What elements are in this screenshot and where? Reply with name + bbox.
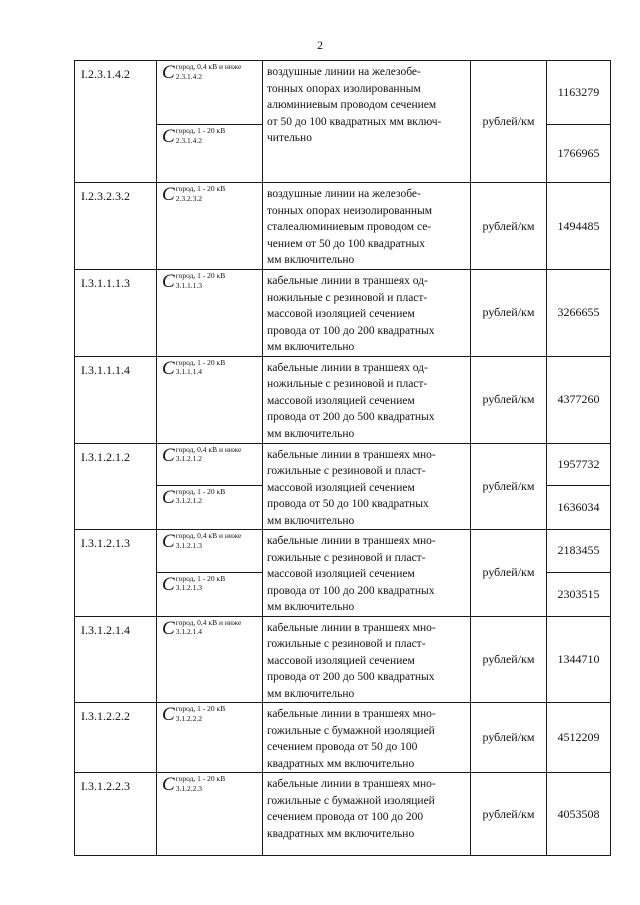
symbol-subscript: 2.3.1.4.2 (175, 71, 202, 81)
row-price: 2183455 (547, 530, 611, 573)
row-price: 3266655 (547, 270, 611, 357)
row-description: воздушные линии на железобе- тонных опорах изолированным алюминиевым проводом сечением от 50 до 100 квадратных мм включ- чительно (263, 61, 471, 183)
price-symbol: C город, 1 - 20 кВ 2.3.1.4.2 (157, 125, 263, 183)
tariff-table (74, 60, 611, 856)
row-description: кабельные линии в траншеях мно- гожильные с бумажной изоляцией сечением провода от 50 до 100 квадратных мм включительно (263, 703, 471, 773)
symbol-subscript: 3.1.2.1.3 (175, 540, 202, 550)
row-code: I.3.1.2.2.2 (75, 703, 157, 773)
symbol-superscript: город, 1 - 20 кВ (175, 126, 226, 135)
symbol-superscript: город, 0,4 кВ и ниже (175, 617, 242, 627)
row-unit: рублей/км (471, 773, 547, 856)
row-description: кабельные линии в траншеях мно- гожильные с резиновой и пласт- массовой изоляцией сечением провода от 200 до 500 квадратных мм включительно (263, 616, 471, 703)
price-symbol: C город, 0,4 кВ и ниже 3.1.2.1.2 (157, 443, 263, 485)
table-row (75, 530, 611, 573)
price-symbol: C город, 1 - 20 кВ 3.1.2.1.2 (157, 485, 263, 529)
symbol-superscript: город, 0,4 кВ и ниже (175, 444, 242, 454)
symbol-superscript: город, 1 - 20 кВ (175, 774, 226, 783)
table-row (75, 356, 611, 443)
symbol-subscript: 2.3.1.4.2 (175, 135, 202, 145)
row-code: I.3.1.2.1.2 (75, 443, 157, 530)
symbol-subscript: 3.1.2.2.3 (175, 783, 202, 793)
row-price: 4512209 (547, 703, 611, 773)
price-symbol: C город, 1 - 20 кВ 2.3.2.3.2 (157, 183, 263, 270)
price-symbol: C город, 1 - 20 кВ 3.1.2.1.3 (157, 572, 263, 616)
row-price: 1957732 (547, 443, 611, 485)
row-unit: рублей/км (471, 530, 547, 617)
symbol-subscript: 3.1.2.2.2 (175, 713, 202, 723)
row-description: кабельные линии в траншеях од- ножильные с резиновой и пласт- массовой изоляцией сечением провода от 200 до 500 квадратных мм включительно (263, 356, 471, 443)
row-price: 1163279 (547, 61, 611, 125)
symbol-superscript: город, 1 - 20 кВ (175, 704, 226, 713)
row-price: 1636034 (547, 485, 611, 529)
row-code: I.3.1.2.1.4 (75, 616, 157, 703)
price-symbol: C город, 0,4 кВ и ниже 2.3.1.4.2 (157, 61, 263, 125)
row-price: 4377260 (547, 356, 611, 443)
symbol-superscript: город, 1 - 20 кВ (175, 271, 226, 280)
row-code: I.3.1.2.2.3 (75, 773, 157, 856)
price-symbol: C город, 1 - 20 кВ 3.1.2.2.3 (157, 773, 263, 856)
row-unit: рублей/км (471, 356, 547, 443)
table-row (75, 443, 611, 485)
symbol-subscript: 3.1.2.1.2 (175, 454, 202, 464)
row-unit: рублей/км (471, 183, 547, 270)
price-symbol: C город, 0,4 кВ и ниже 3.1.2.1.4 (157, 616, 263, 703)
row-code: I.3.1.1.1.3 (75, 270, 157, 357)
row-description: воздушные линии на железобе- тонных опорах неизолированным сталеалюминиевым проводом се- чением от 50 до 100 квадратных мм включительно (263, 183, 471, 270)
row-price: 1494485 (547, 183, 611, 270)
row-description: кабельные линии в траншеях од- ножильные с резиновой и пласт- массовой изоляцией сечением провода от 100 до 200 квадратных мм включительно (263, 270, 471, 357)
price-symbol: C город, 1 - 20 кВ 3.1.1.1.4 (157, 356, 263, 443)
row-code: I.2.3.1.4.2 (75, 61, 157, 183)
symbol-subscript: 3.1.2.1.3 (175, 583, 202, 593)
page-number: 2 (317, 38, 323, 52)
row-price: 1766965 (547, 125, 611, 183)
symbol-superscript: город, 1 - 20 кВ (175, 357, 226, 367)
row-description: кабельные линии в траншеях мно- гожильные с бумажной изоляцией сечением провода от 100 до 200 квадратных мм включительно (263, 773, 471, 856)
row-price: 2303515 (547, 572, 611, 616)
symbol-superscript: город, 0,4 кВ и ниже (175, 62, 242, 71)
row-description: кабельные линии в траншеях мно- гожильные с резиновой и пласт- массовой изоляцией сечением провода от 100 до 200 квадратных мм включительно (263, 530, 471, 617)
table-row (75, 183, 611, 270)
symbol-subscript: 3.1.1.1.3 (175, 280, 202, 290)
row-code: I.2.3.2.3.2 (75, 183, 157, 270)
row-unit: рублей/км (471, 270, 547, 357)
row-price: 1344710 (547, 616, 611, 703)
table-row (75, 61, 611, 125)
row-price: 4053508 (547, 773, 611, 856)
symbol-subscript: 3.1.1.1.4 (175, 367, 202, 377)
row-code: I.3.1.2.1.3 (75, 530, 157, 617)
row-code: I.3.1.1.1.4 (75, 356, 157, 443)
table-row (75, 773, 611, 856)
symbol-superscript: город, 1 - 20 кВ (175, 486, 226, 496)
row-unit: рублей/км (471, 443, 547, 530)
row-description: кабельные линии в траншеях мно- гожильные с резиновой и пласт- массовой изоляцией сечением провода от 50 до 100 квадратных мм включительно (263, 443, 471, 530)
symbol-superscript: город, 1 - 20 кВ (175, 184, 226, 193)
symbol-subscript: 3.1.2.1.4 (175, 627, 202, 637)
symbol-subscript: 3.1.2.1.2 (175, 496, 202, 506)
table-row (75, 703, 611, 773)
row-unit: рублей/км (471, 61, 547, 183)
symbol-superscript: город, 1 - 20 кВ (175, 573, 226, 583)
row-unit: рублей/км (471, 616, 547, 703)
symbol-subscript: 2.3.2.3.2 (175, 193, 202, 203)
symbol-superscript: город, 0,4 кВ и ниже (175, 531, 242, 540)
price-symbol: C город, 1 - 20 кВ 3.1.2.2.2 (157, 703, 263, 773)
table-row (75, 270, 611, 357)
row-unit: рублей/км (471, 703, 547, 773)
price-symbol: C город, 0,4 кВ и ниже 3.1.2.1.3 (157, 530, 263, 573)
price-symbol: C город, 1 - 20 кВ 3.1.1.1.3 (157, 270, 263, 357)
table-row (75, 616, 611, 703)
